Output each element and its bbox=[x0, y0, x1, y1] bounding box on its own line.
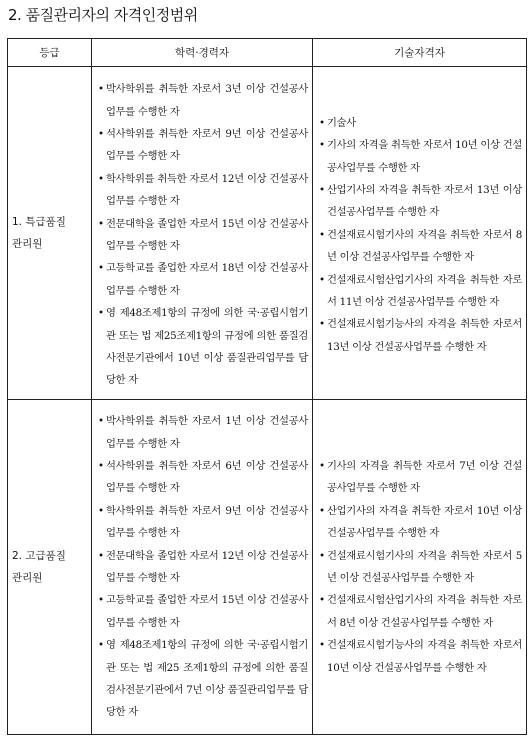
list-item: • 박사학위를 취득한 자로서 3년 이상 건설공사업무를 수행한 자 bbox=[98, 78, 308, 123]
header-education: 학력·경력자 bbox=[92, 39, 313, 67]
grade-cell bbox=[8, 67, 92, 400]
license-list bbox=[313, 455, 526, 679]
list-item: • 학사학위를 취득한 자로서 9년 이상 건설공사업무를 수행한 자 bbox=[98, 500, 308, 545]
license-list bbox=[313, 112, 526, 358]
license-cell bbox=[313, 67, 527, 400]
list-item: • 석사학위를 취득한 자로서 9년 이상 건설공사업무를 수행한 자 bbox=[98, 123, 308, 168]
list-item: • 산업기사의 자격을 취득한 자로서 10년 이상 건설공사업무를 수행한 자 bbox=[319, 500, 522, 545]
list-item: • 영 제48조제1항의 규정에 의한 국·공립시험기관 또는 법 제25 조제1항의 규정에 의한 품질검사전문기관에서 7년 이상 품질관리업무를 담당한 자 bbox=[98, 634, 308, 724]
grade-cell bbox=[8, 400, 92, 735]
list-item: • 건설재료시험산업기사의 자격을 취득한 자로서 8년 이상 건설공사업무를 수행한 자 bbox=[319, 589, 522, 634]
table-row bbox=[8, 400, 527, 735]
grade-label-line: 관리원 bbox=[12, 238, 43, 250]
list-item: • 기사의 자격을 취득한 자로서 7년 이상 건설공사업무를 수행한 자 bbox=[319, 455, 522, 500]
education-cell bbox=[92, 67, 313, 400]
list-item: • 기술사 bbox=[319, 112, 522, 134]
list-item: • 건설재료시험기능사의 자격을 취득한 자로서 10년 이상 건설공사업무를 수행한 자 bbox=[319, 634, 522, 679]
list-item: • 건설재료시험기능사의 자격을 취득한 자로서 13년 이상 건설공사업무를 수행한 자 bbox=[319, 313, 522, 358]
list-item: • 건설재료시험기사의 자격을 취득한 자로서 5년 이상 건설공사업무를 수행한 자 bbox=[319, 545, 522, 590]
section-title: 2. 품질관리자의 자격인정범위 bbox=[8, 6, 198, 24]
list-item: • 고등학교를 졸업한 자로서 18년 이상 건설공사업무를 수행한 자 bbox=[98, 257, 308, 302]
list-item: • 영 제48조제1항의 규정에 의한 국·공립시험기관 또는 법 제25조제1항의 규정에 의한 품질검사전문기관에서 10년 이상 품질관리업무를 담당한 자 bbox=[98, 302, 308, 392]
education-list bbox=[92, 78, 312, 392]
license-cell bbox=[313, 400, 527, 735]
list-item: • 건설재료시험산업기사의 자격을 취득한 자로서 11년 이상 건설공사업무를 수행한 자 bbox=[319, 269, 522, 314]
list-item: • 석사학위를 취득한 자로서 6년 이상 건설공사업무를 수행한 자 bbox=[98, 455, 308, 500]
list-item: • 고등학교를 졸업한 자로서 15년 이상 건설공사업무를 수행한 자 bbox=[98, 589, 308, 634]
list-item: • 학사학위를 취득한 자로서 12년 이상 건설공사업무를 수행한 자 bbox=[98, 168, 308, 213]
list-item: • 기사의 자격을 취득한 자로서 10년 이상 건설공사업무를 수행한 자 bbox=[319, 134, 522, 179]
list-item: • 산업기사의 자격을 취득한 자로서 13년 이상 건설공사업무를 수행한 자 bbox=[319, 179, 522, 224]
list-item: • 전문대학을 졸업한 자로서 15년 이상 건설공사업무를 수행한 자 bbox=[98, 213, 308, 258]
list-item: • 건설재료시험기사의 자격을 취득한 자로서 8년 이상 건설공사업무를 수행한 자 bbox=[319, 224, 522, 269]
header-license: 기술자격자 bbox=[313, 39, 527, 67]
header-grade: 등급 bbox=[8, 39, 92, 67]
grade-label-line: 2. 고급품질 bbox=[12, 550, 66, 562]
header-row bbox=[8, 39, 527, 67]
list-item: • 박사학위를 취득한 자로서 1년 이상 건설공사업무를 수행한 자 bbox=[98, 410, 308, 455]
table-row bbox=[8, 67, 527, 400]
grade-label-line: 관리원 bbox=[12, 572, 43, 584]
education-list bbox=[92, 410, 312, 724]
education-cell bbox=[92, 400, 313, 735]
grade-label-line: 1. 특급품질 bbox=[12, 216, 66, 228]
list-item: • 전문대학을 졸업한 자로서 12년 이상 건설공사업무를 수행한 자 bbox=[98, 545, 308, 590]
qualification-table bbox=[7, 38, 527, 735]
